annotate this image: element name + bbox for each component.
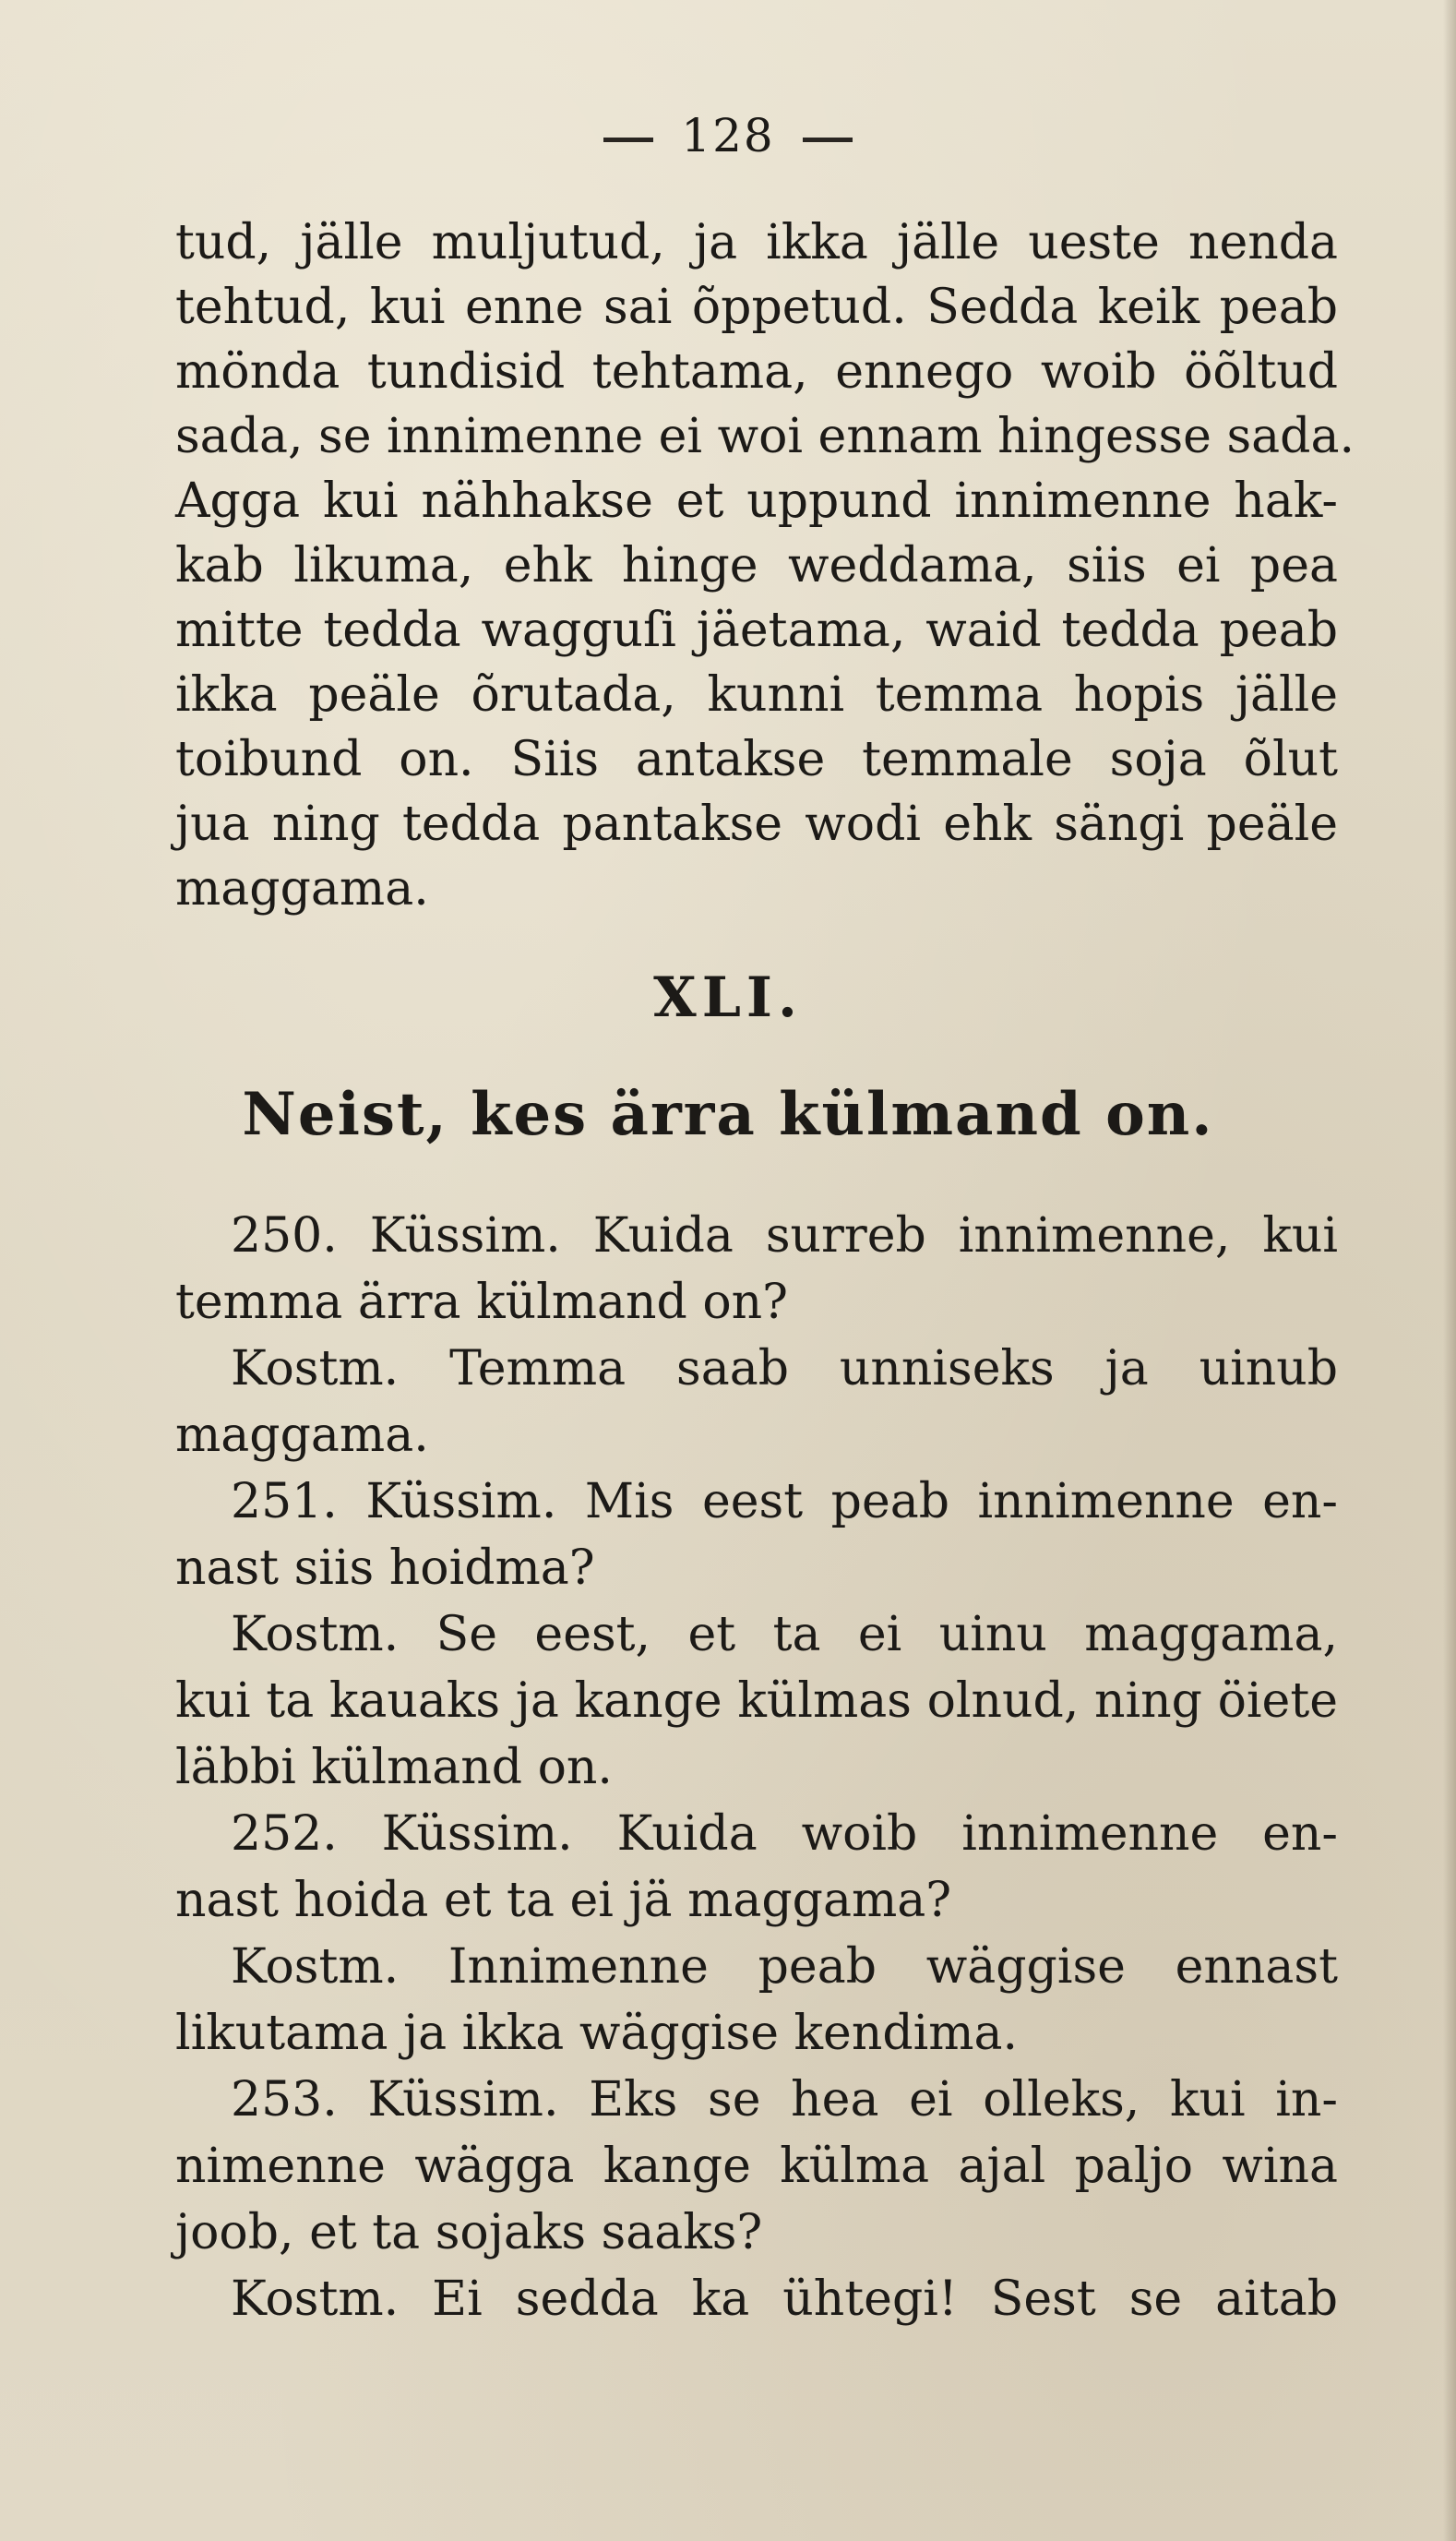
page-edge-shadow xyxy=(1443,0,1456,2541)
catechism-block xyxy=(175,1203,1338,2332)
body-line: Agga kui nähhakse et uppund innimenne hak- xyxy=(175,473,1338,529)
body-line: tehtud, kui enne sai õppetud. Sedda keik peab xyxy=(175,280,1338,335)
body-paragraph xyxy=(175,210,1355,921)
body-line: mitte tedda wagguſi jäetama, waid tedda peab xyxy=(175,603,1338,658)
page-number: 128 xyxy=(681,109,775,162)
body-line: maggama. xyxy=(175,861,429,917)
header-dash-right xyxy=(803,138,853,142)
body-line: tud, jälle muljutud, ja ikka jälle ueste nenda xyxy=(175,215,1338,270)
answer-line: Kostm. Ei sedda ka ühtegi! Sest se aitab xyxy=(231,2271,1338,2327)
question-line: 250. Küssim. Kuida surreb innimenne, kui xyxy=(231,1208,1338,1264)
body-line: ikka peäle õrutada, kunni temma hopis jälle xyxy=(175,667,1338,723)
answer-line: Kostm. Se eest, et ta ei uinu maggama, xyxy=(231,1607,1338,1662)
page-header xyxy=(0,109,1456,162)
question-line: nast siis hoidma? xyxy=(175,1540,595,1596)
question-line: 252. Küssim. Kuida woib innimenne en- xyxy=(231,1806,1338,1862)
question-line: 251. Küssim. Mis eest peab innimenne en- xyxy=(231,1474,1338,1529)
answer-line: likutama ja ikka wäggise kendima. xyxy=(175,2006,1019,2061)
section-number: XLI. xyxy=(653,965,803,1030)
section-title: Neist, kes ärra külmand on. xyxy=(242,1080,1214,1149)
body-line: kab likuma, ehk hinge weddama, siis ei pea xyxy=(175,538,1338,593)
question-line: temma ärra külmand on? xyxy=(175,1275,788,1330)
question-line: 253. Küssim. Eks se hea ei olleks, kui in- xyxy=(231,2072,1338,2127)
question-line: nast hoida et ta ei jä maggama? xyxy=(175,1873,952,1928)
body-line: sada, se innimenne ei woi ennam hingesse sada. xyxy=(175,409,1355,464)
body-line: jua ning tedda pantakse wodi ehk sängi peäle xyxy=(175,797,1338,852)
answer-line: Kostm. Innimenne peab wäggise ennast xyxy=(231,1939,1338,1995)
question-line: joob, et ta sojaks saaks? xyxy=(175,2205,763,2260)
header-dash-left xyxy=(603,138,653,142)
answer-line: maggama. xyxy=(175,1408,429,1463)
answer-line: kui ta kauaks ja kange külmas olnud, ning öiete xyxy=(175,1673,1338,1729)
body-line: toibund on. Siis antakse temmale soja õlut xyxy=(175,732,1338,787)
answer-line: Kostm. Temma saab unniseks ja uinub xyxy=(231,1341,1338,1396)
answer-line: läbbi külmand on. xyxy=(175,1740,613,1795)
question-line: nimenne wägga kange külma ajal paljo wina xyxy=(175,2139,1338,2194)
body-line: mönda tundisid tehtama, ennego woib öõltud xyxy=(175,344,1338,400)
